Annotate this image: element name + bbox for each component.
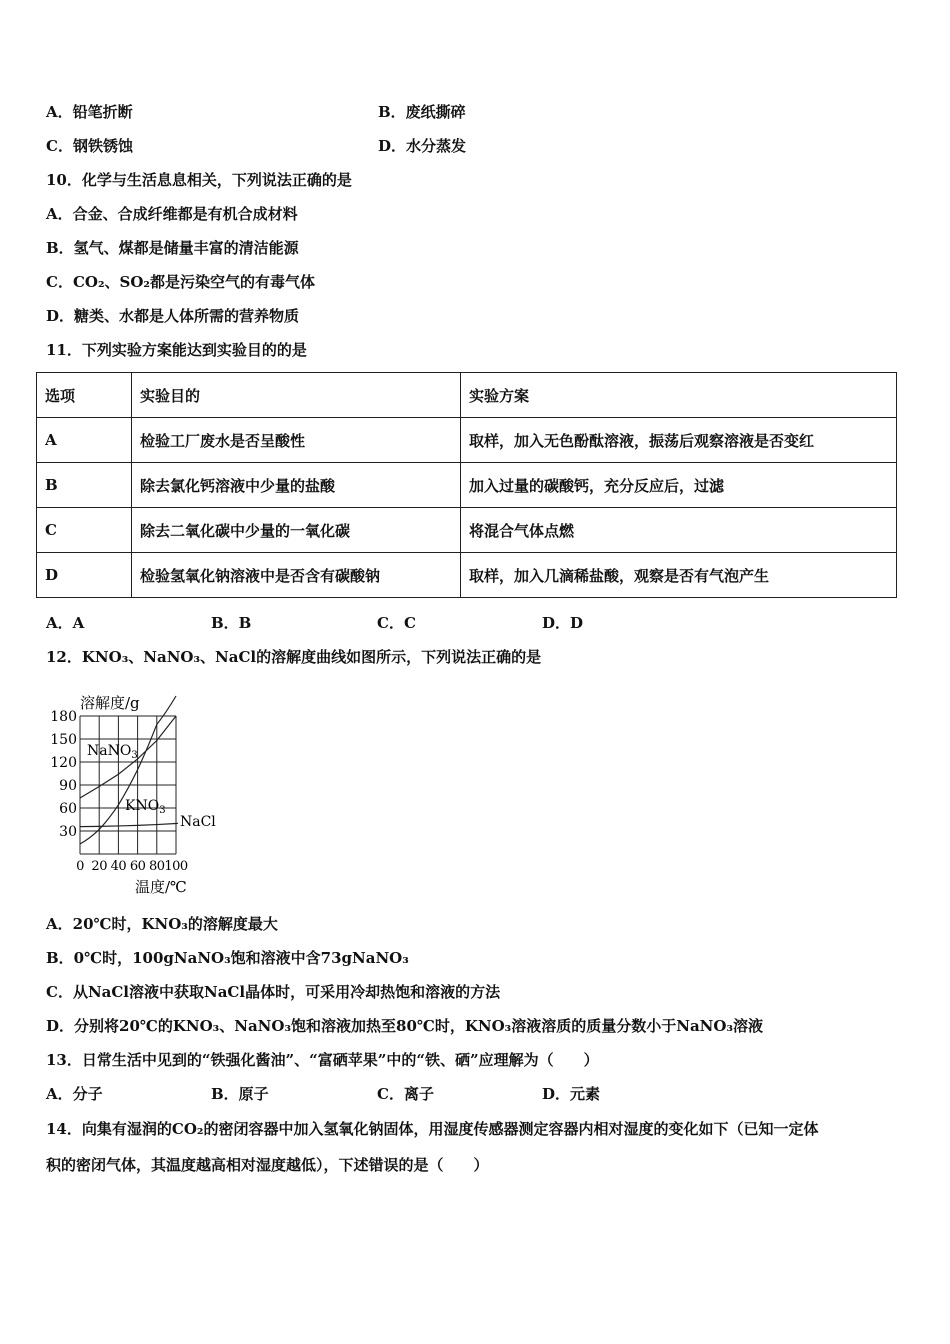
q13-option-d: D．元素 [542,1085,601,1103]
q12-option-b: B．0℃时，100gNaNO₃饱和溶液中含73gNaNO₃ [46,949,409,967]
table-row [37,418,897,463]
q13-option-b: B．原子 [211,1085,269,1103]
q11-option-b: B．B [211,614,252,632]
y-tick-label: 120 [50,755,77,771]
q11-table [36,372,897,598]
x-tick-label: 0 [76,859,84,874]
series-label-nano3: NaNO$_3$ [87,743,138,761]
y-tick-label: 90 [59,778,77,794]
q9-option-b: B．废纸撕碎 [378,103,466,121]
q10-option-a: A．合金、合成纤维都是有机合成材料 [46,205,298,223]
y-tick-label: 150 [50,732,77,748]
y-axis-label: 溶解度/g [80,694,140,712]
q14-stem-line2: 积的密闭气体，其温度越高相对湿度越低），下述错误的是（ ） [46,1156,489,1174]
y-tick-label: 180 [50,709,77,725]
table-row [37,508,897,553]
table-cell: 加入过量的碳酸钙，充分反应后，过滤 [461,463,897,508]
x-tick-label: 20 [91,859,107,874]
header-cell: 选项 [37,373,132,418]
q12-option-c: C．从NaCl溶液中获取NaCl晶体时，可采用冷却热饱和溶液的方法 [46,983,501,1001]
q12-option-a: A．20℃时，KNO₃的溶解度最大 [46,915,278,933]
header-cell: 实验目的 [132,373,461,418]
table-cell: 取样，加入无色酚酞溶液，振荡后观察溶液是否变红 [461,418,897,463]
q13-option-a: A．分子 [46,1085,103,1103]
table-cell: 检验工厂废水是否呈酸性 [132,418,461,463]
table-cell: 将混合气体点燃 [461,508,897,553]
chart-ticks [50,709,188,874]
chart-curves [80,696,178,844]
q14-stem-line1: 14．向集有湿润的CO₂的密闭容器中加入氢氧化钠固体，用湿度传感器测定容器内相对湿度的变化如下（已知一定体 [46,1120,819,1138]
q9-option-d: D．水分蒸发 [378,137,467,155]
x-tick-label: 40 [110,859,127,874]
table-cell: 除去二氧化碳中少量的一氧化碳 [132,508,461,553]
q12-option-d: D．分别将20℃的KNO₃、NaNO₃饱和溶液加热至80℃时，KNO₃溶液溶质的质量分数小于NaNO₃溶液 [46,1017,764,1035]
x-axis-label: 温度/℃ [135,878,187,896]
series-label-nacl: NaCl [180,814,216,830]
table-cell: 检验氢氧化钠溶液中是否含有碳酸钠 [132,553,461,598]
q10-option-c: C．CO₂、SO₂都是污染空气的有毒气体 [46,273,315,291]
q12-stem: 12．KNO₃、NaNO₃、NaCl的溶解度曲线如图所示，下列说法正确的是 [46,648,542,666]
table-row [37,463,897,508]
q9-option-a: A．铅笔折断 [46,103,133,121]
q10-option-d: D．糖类、水都是人体所需的营养物质 [46,307,300,325]
table-header-row [37,373,897,418]
series-curve-2 [80,823,178,826]
x-tick-label: 60 [129,859,146,874]
y-tick-label: 30 [59,824,77,840]
q13-option-c: C．离子 [377,1085,434,1103]
table-cell: A [37,418,132,463]
y-tick-label: 60 [59,801,77,817]
x-tick-label: 80 [149,859,165,874]
q9-option-c: C．钢铁锈蚀 [46,137,133,155]
q11-option-a: A．A [46,614,85,632]
table-cell: C [37,508,132,553]
table-cell: D [37,553,132,598]
header-cell: 实验方案 [461,373,897,418]
solubility-chart [40,688,240,898]
series-label-kno3: $KNO_3$ [125,798,166,816]
q10-stem: 10．化学与生活息息相关，下列说法正确的是 [46,171,352,189]
q11-stem: 11．下列实验方案能达到实验目的的是 [46,341,307,359]
q13-stem: 13．日常生活中见到的“铁强化酱油”、“富硒苹果”中的“铁、硒”应理解为（ ） [46,1051,599,1069]
q10-option-b: B．氢气、煤都是储量丰富的清洁能源 [46,239,299,257]
table-cell: 除去氯化钙溶液中少量的盐酸 [132,463,461,508]
table-cell: 取样，加入几滴稀盐酸，观察是否有气泡产生 [461,553,897,598]
table-row [37,553,897,598]
series-curve-1 [80,696,176,844]
table-cell: B [37,463,132,508]
x-tick-label: 100 [164,859,188,874]
q11-option-d: D．D [542,614,584,632]
q11-option-c: C．C [377,614,416,632]
